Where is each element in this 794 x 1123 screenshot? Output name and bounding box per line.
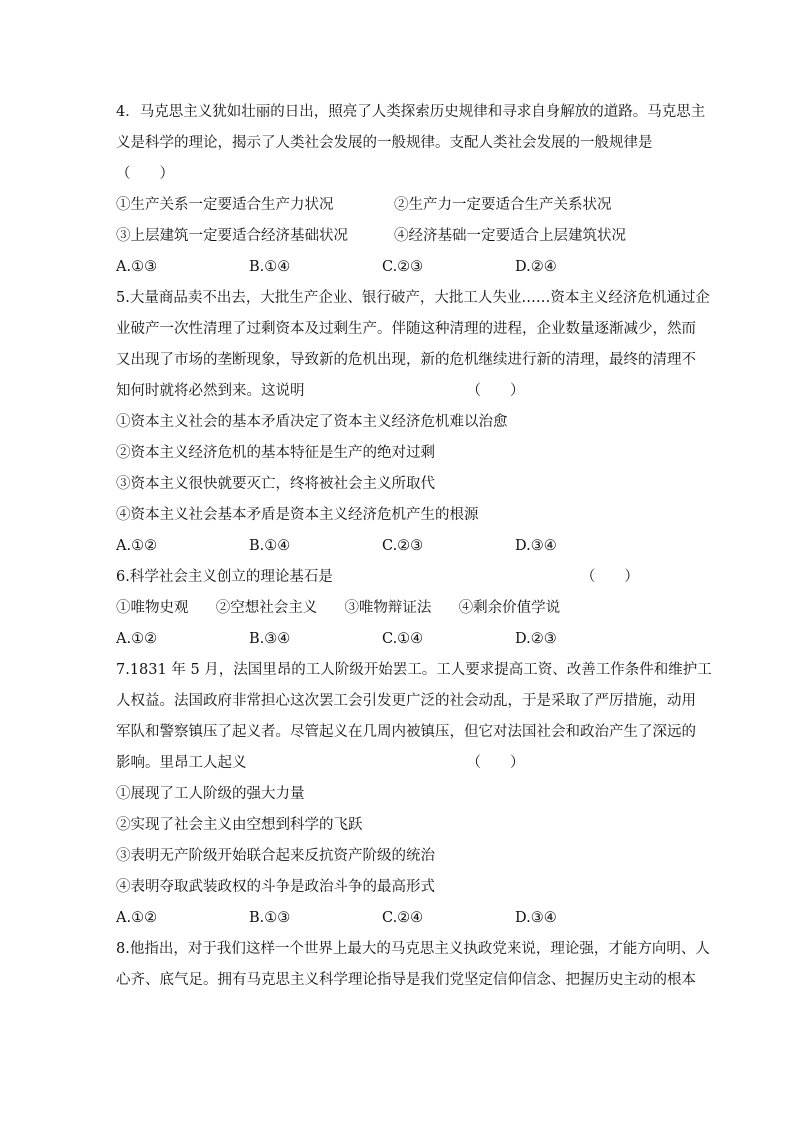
option-2: ②实现了社会主义由空想到科学的飞跃 [116,817,363,833]
answer-bracket: （ ） [466,383,525,399]
choice-row [116,252,682,283]
question-list [116,97,712,996]
option-row [116,221,682,252]
option-1: ①展现了工人阶级的强大力量 [116,786,305,802]
choice-b: B.③④ [249,631,291,647]
option-3: ③上层建筑一定要适合经济基础状况 [116,228,348,244]
answer-bracket: （ ） [116,166,174,182]
question-6 [116,562,682,655]
choice-row [116,903,682,934]
question-stem-line: 军队和警察镇压了起义者。尽管起义在几周内被镇压，但它对法国社会和政治产生了深远的 [116,724,696,740]
option-2: ②生产力一定要适合生产关系状况 [394,197,612,213]
choice-a: A.①③ [116,259,158,275]
option-1: ①资本主义社会的基本矛盾决定了资本主义经济危机难以治愈 [116,414,508,430]
option-1: ①唯物史观 [116,600,189,616]
option-4: ④资本主义社会基本矛盾是资本主义经济危机产生的根源 [116,507,479,523]
question-stem-line: 又出现了市场的垄断现象，导致新的危机出现，新的危机继续进行新的清理，最终的清理不 [116,352,696,368]
question-stem-line: 7.1831 年 5 月，法国里昂的工人阶级开始罢工。工人要求提高工资、改善工作条件和维护工 [116,662,712,678]
question-5 [116,283,710,562]
stem-text: 影响。里昂工人起义 [116,755,247,771]
choice-d: D.③④ [515,538,557,554]
question-stem-line: 心齐、底气足。拥有马克思主义科学理论指导是我们党坚定信仰信念、把握历史主动的根本 [116,972,696,988]
choice-d: D.②③ [515,631,557,647]
question-stem-line: 4．马克思主义犹如壮丽的日出，照亮了人类探索历史规律和寻求自身解放的道路。马克思主 [116,104,706,120]
option-1: ①生产关系一定要适合生产力状况 [116,197,334,213]
choice-row [116,624,682,655]
stem-text: 6.科学社会主义创立的理论基石是 [116,569,333,585]
question-7 [116,655,712,934]
answer-bracket: （ ） [466,755,525,771]
choice-b: B.①④ [249,259,291,275]
question-stem-line [116,748,682,779]
stem-text: 知何时就将必然到来。这说明 [116,383,305,399]
choice-row [116,531,682,562]
question-stem-line: 业破产一次性清理了过剩资本及过剩生产。伴随这种清理的进程，企业数量逐渐减少，然而 [116,321,696,337]
question-stem-line: 义是科学的理论，揭示了人类社会发展的一般规律。支配人类社会发展的一般规律是 [116,135,653,151]
choice-a: A.①② [116,538,158,554]
option-4: ④表明夺取武装政权的斗争是政治斗争的最高形式 [116,879,435,895]
choice-c: C.②③ [382,538,424,554]
question-8 [116,934,710,996]
choice-c: C.①④ [382,631,424,647]
choice-b: B.①③ [249,910,291,926]
choice-c: C.②③ [382,259,424,275]
choice-d: D.②④ [515,259,557,275]
choice-b: B.①④ [249,538,291,554]
option-3: ③表明无产阶级开始联合起来反抗资产阶级的统治 [116,848,435,864]
choice-d: D.③④ [515,910,557,926]
question-stem-line: 5.大量商品卖不出去，大批生产企业、银行破产，大批工人失业……资本主义经济危机通过企 [116,290,710,306]
option-row [116,593,682,624]
option-4: ④剩余价值学说 [458,600,561,616]
question-stem-line [116,562,682,593]
choice-a: A.①② [116,910,158,926]
question-stem-line [116,376,682,407]
answer-bracket: （ ） [580,569,639,585]
question-stem-line: 人权益。法国政府非常担心这次罢工会引发更广泛的社会动乱，于是采取了严厉措施，动用 [116,693,696,709]
question-stem-line: 8.他指出，对于我们这样一个世界上最大的马克思主义执政党来说，理论强，才能方向明、人 [116,941,710,957]
choice-c: C.②④ [382,910,424,926]
option-3: ③唯物辩证法 [344,600,432,616]
option-2: ②空想社会主义 [215,600,318,616]
option-row [116,190,682,221]
option-2: ②资本主义经济危机的基本特征是生产的绝对过剩 [116,445,435,461]
option-3: ③资本主义很快就要灭亡，终将被社会主义所取代 [116,476,435,492]
choice-a: A.①② [116,631,158,647]
question-4 [116,97,706,283]
option-4: ④经济基础一定要适合上层建筑状况 [394,228,626,244]
